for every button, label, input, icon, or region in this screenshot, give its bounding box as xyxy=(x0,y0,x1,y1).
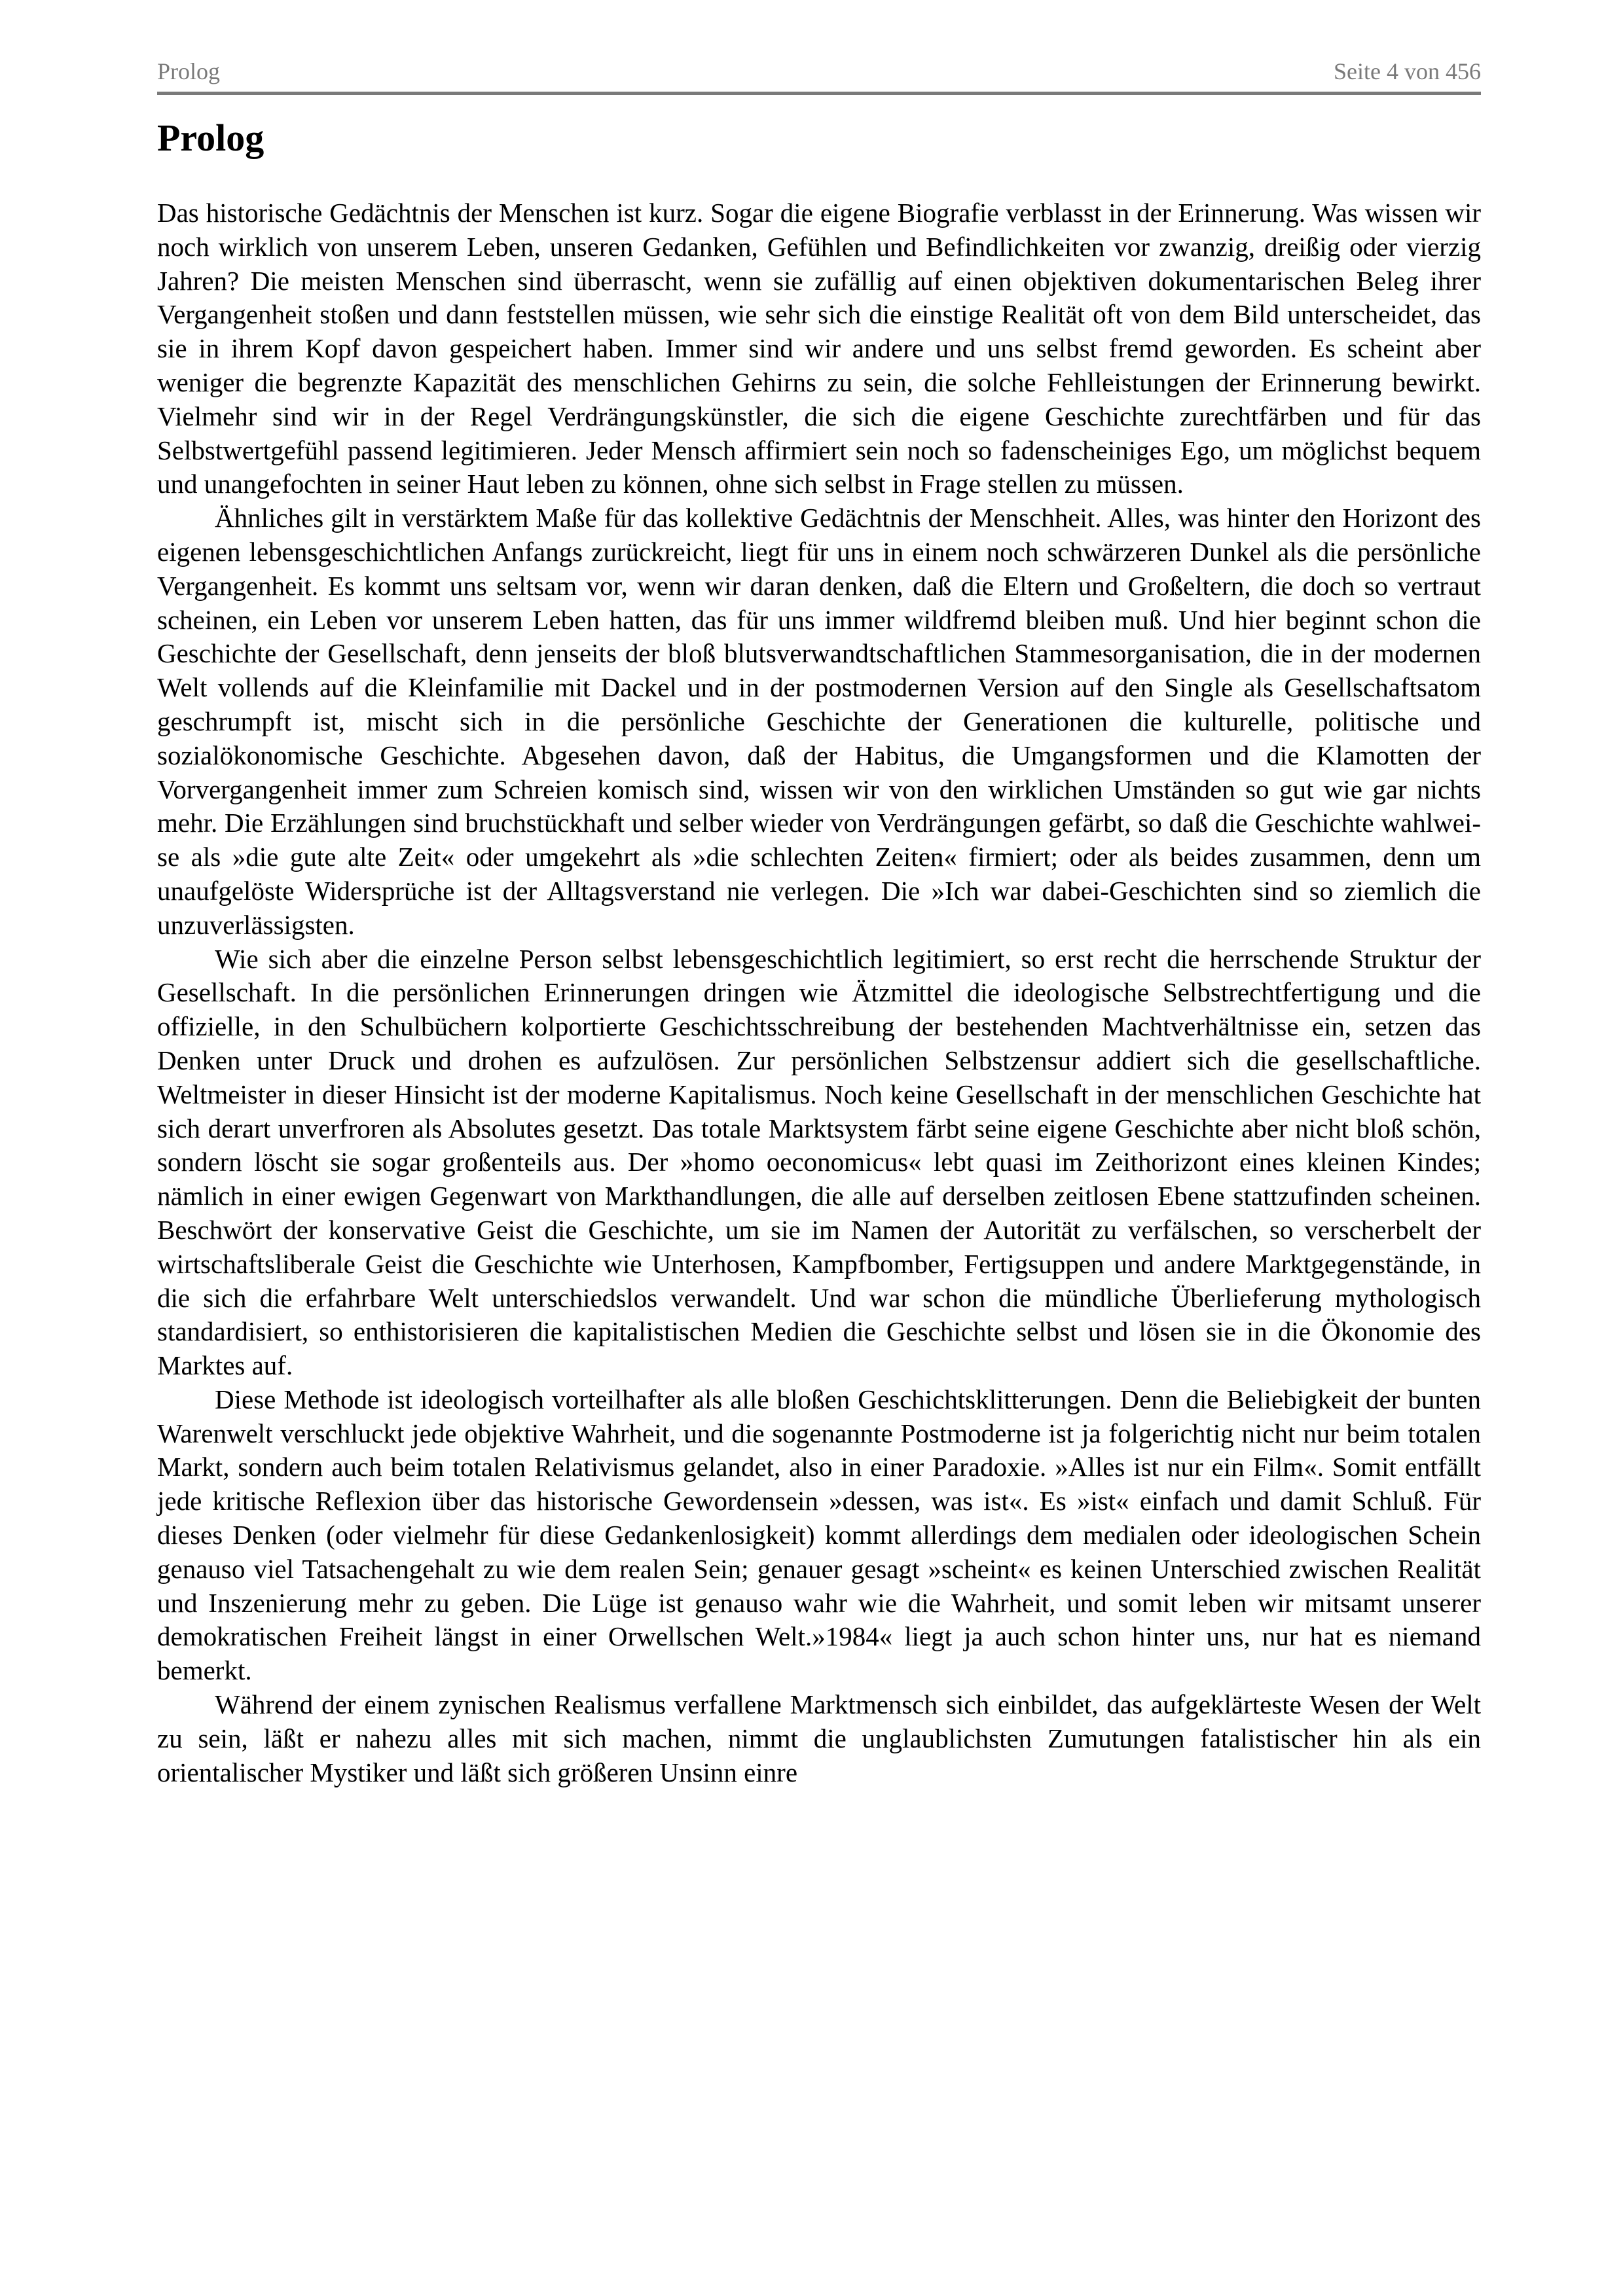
document-page xyxy=(157,0,1481,2296)
paragraph: Während der einem zynischen Realismus verfallene Marktmensch sich einbildet, das aufgeklärteste Wesen der Welt zu sein, läßt er nahezu alles mit sich machen, nimmt die unglaublichsten Zumutungen fatalistischer hin als ein orientalischer Mystiker und läßt sich größeren Unsinn einre xyxy=(157,1689,1481,1787)
header-section-title: Prolog xyxy=(157,58,221,84)
chapter-title: Prolog xyxy=(157,117,264,159)
body-text xyxy=(157,196,1481,1789)
paragraph: Das historische Gedächtnis der Menschen ist kurz. Sogar die eigene Biografie verblasst in der Erinnerung. Was wissen wir noch wirklich von unserem Leben, unseren Gedanken, Gefühlen und Befindlichkeiten vor zwanzig, dreißig oder vierzig Jahren? Die meisten Menschen sind überrascht, wenn sie zufällig auf einen objektiven dokumentarischen Beleg ihrer Vergangenheit stoßen und dann feststellen müssen, wie sehr sich die einstige Realität oft von dem Bild unterscheidet, das sie in ihrem Kopf davon gespeichert haben. Immer sind wir andere und uns selbst fremd geworden. Es scheint aber weniger die begrenzte Kapazität des menschlichen Gehirns zu sein, die solche Fehlleistungen der Erinnerung bewirkt. Vielmehr sind wir in der Regel Verdrängungskünstler, die sich die eigene Geschichte zurechtfärben und für das Selbstwertgefühl passend legitimieren. Jeder Mensch affirmiert sein noch so fadenscheiniges Ego, um möglichst bequem und unangefochten in seiner Haut leben zu können, ohne sich selbst in Frage stellen zu müssen. xyxy=(157,198,1481,499)
paragraph: Diese Methode ist ideologisch vorteilhafter als alle bloßen Geschichtsklitterungen. Denn die Beliebigkeit der bunten Warenwelt verschluckt jede objektive Wahrheit, und die sogenannte Postmoderne ist ja folgerichtig nicht nur beim totalen Markt, sondern auch beim totalen Relativismus gelandet, also in einer Paradoxie. »Alles ist nur ein Film«. Somit entfällt jede kritische Reflexion über das historische Gewordensein »dessen, was ist«. Es »ist« einfach und damit Schluß. Für dieses Denken (oder vielmehr für diese Gedankenlosigkeit) kommt allerdings dem medialen oder ideologischen Schein genauso viel Tatsachengehalt zu wie dem realen Sein; genauer gesagt »scheint« es keinen Unterschied zwischen Realität und Inszenierung mehr zu geben. Die Lüge ist genauso wahr wie die Wahrheit, und somit leben wir mitsamt unserer demokratischen Freiheit längst in einer Orwellschen Welt.»1984« liegt ja auch schon hinter uns, nur hat es niemand bemerkt. xyxy=(157,1384,1481,1686)
header-page-number: Seite 4 von 456 xyxy=(1334,58,1481,84)
paragraph: Wie sich aber die einzelne Person selbst lebensgeschichtlich legitimiert, so erst recht die herrschende Struktur der Gesellschaft. In die persönlichen Erinnerungen dringen wie Ätzmittel die ideologische Selbstrechtfertigung und die offizielle, in den Schulbüchern kolportierte Geschichtsschreibung der bestehenden Machtverhältnisse ein, setzen das Denken unter Druck und drohen es aufzulösen. Zur persönlichen Selbstzensur addiert sich die gesellschaftliche. Weltmeister in dieser Hinsicht ist der moderne Kapitalismus. Noch keine Gesellschaft in der menschlichen Geschichte hat sich derart unverfroren als Absolutes gesetzt. Das totale Marktsystem färbt seine eigene Geschichte aber nicht bloß schön, sondern löscht sie sogar großenteils aus. Der »homo oeconomicus« lebt quasi im Zeithorizont eines kleinen Kindes; nämlich in einer ewigen Gegenwart von Markthandlungen, die alle auf derselben zeitlosen Ebene stattzufinden scheinen. Beschwört der konservative Geist die Geschichte, um sie im Namen der Autorität zu verfälschen, so verscherbelt der wirtschaftsliberale Geist die Geschichte wie Unterhosen, Kampfbomber, Fertigsuppen und andere Marktgegenstände, in die sich die erfahrbare Welt unterschiedslos verwandelt. Und war schon die mündliche Überlieferung mythologisch standardisiert, so enthistorisieren die kapitalistischen Medien die Geschichte selbst und lösen sie in die Ökonomie des Marktes auf. xyxy=(157,943,1481,1381)
paragraph: Ähnliches gilt in verstärktem Maße für das kollektive Gedächtnis der Menschheit. Alles, was hinter den Horizont des eigenen lebensgeschichtlichen Anfangs zurückreicht, liegt für uns in einem noch schwärzeren Dunkel als die persönliche Vergangenheit. Es kommt uns seltsam vor, wenn wir daran denken, daß die Eltern und Großeltern, die doch so vertraut scheinen, ein Leben vor unserem Leben hatten, das für uns immer wildfremd bleiben muß. Und hier beginnt schon die Geschichte der Gesellschaft, denn jenseits der bloß blutsverwandtschaftlichen Stammesorganisation, die in der modernen Welt vollends auf die Kleinfamilie mit Dackel und in der postmodernen Version auf den Single als Gesellschaftsatom geschrumpft ist, mischt sich in die persönliche Geschichte der Generationen die kulturelle, politische und sozialökonomische Geschichte. Abgesehen davon, daß der Habitus, die Umgangsformen und die Klamotten der Vorvergangenheit immer zum Schreien komisch sind, wissen wir von den wirklichen Umständen so gut wie gar nichts mehr. Die Erzählungen sind bruchstückhaft und selber wieder von Verdrängungen gefärbt, so daß die Geschichte wahlweise als »die gute alte Zeit« oder umgekehrt als »die schlechten Zeiten« firmiert; oder als beides zusammen, denn um unaufgelöste Widersprüche ist der Alltagsverstand nie verlegen. Die »Ich war dabei-Geschichten sind so ziemlich die unzuverlässigsten. xyxy=(157,503,1481,940)
header-divider xyxy=(157,92,1481,95)
running-header xyxy=(157,55,1481,88)
